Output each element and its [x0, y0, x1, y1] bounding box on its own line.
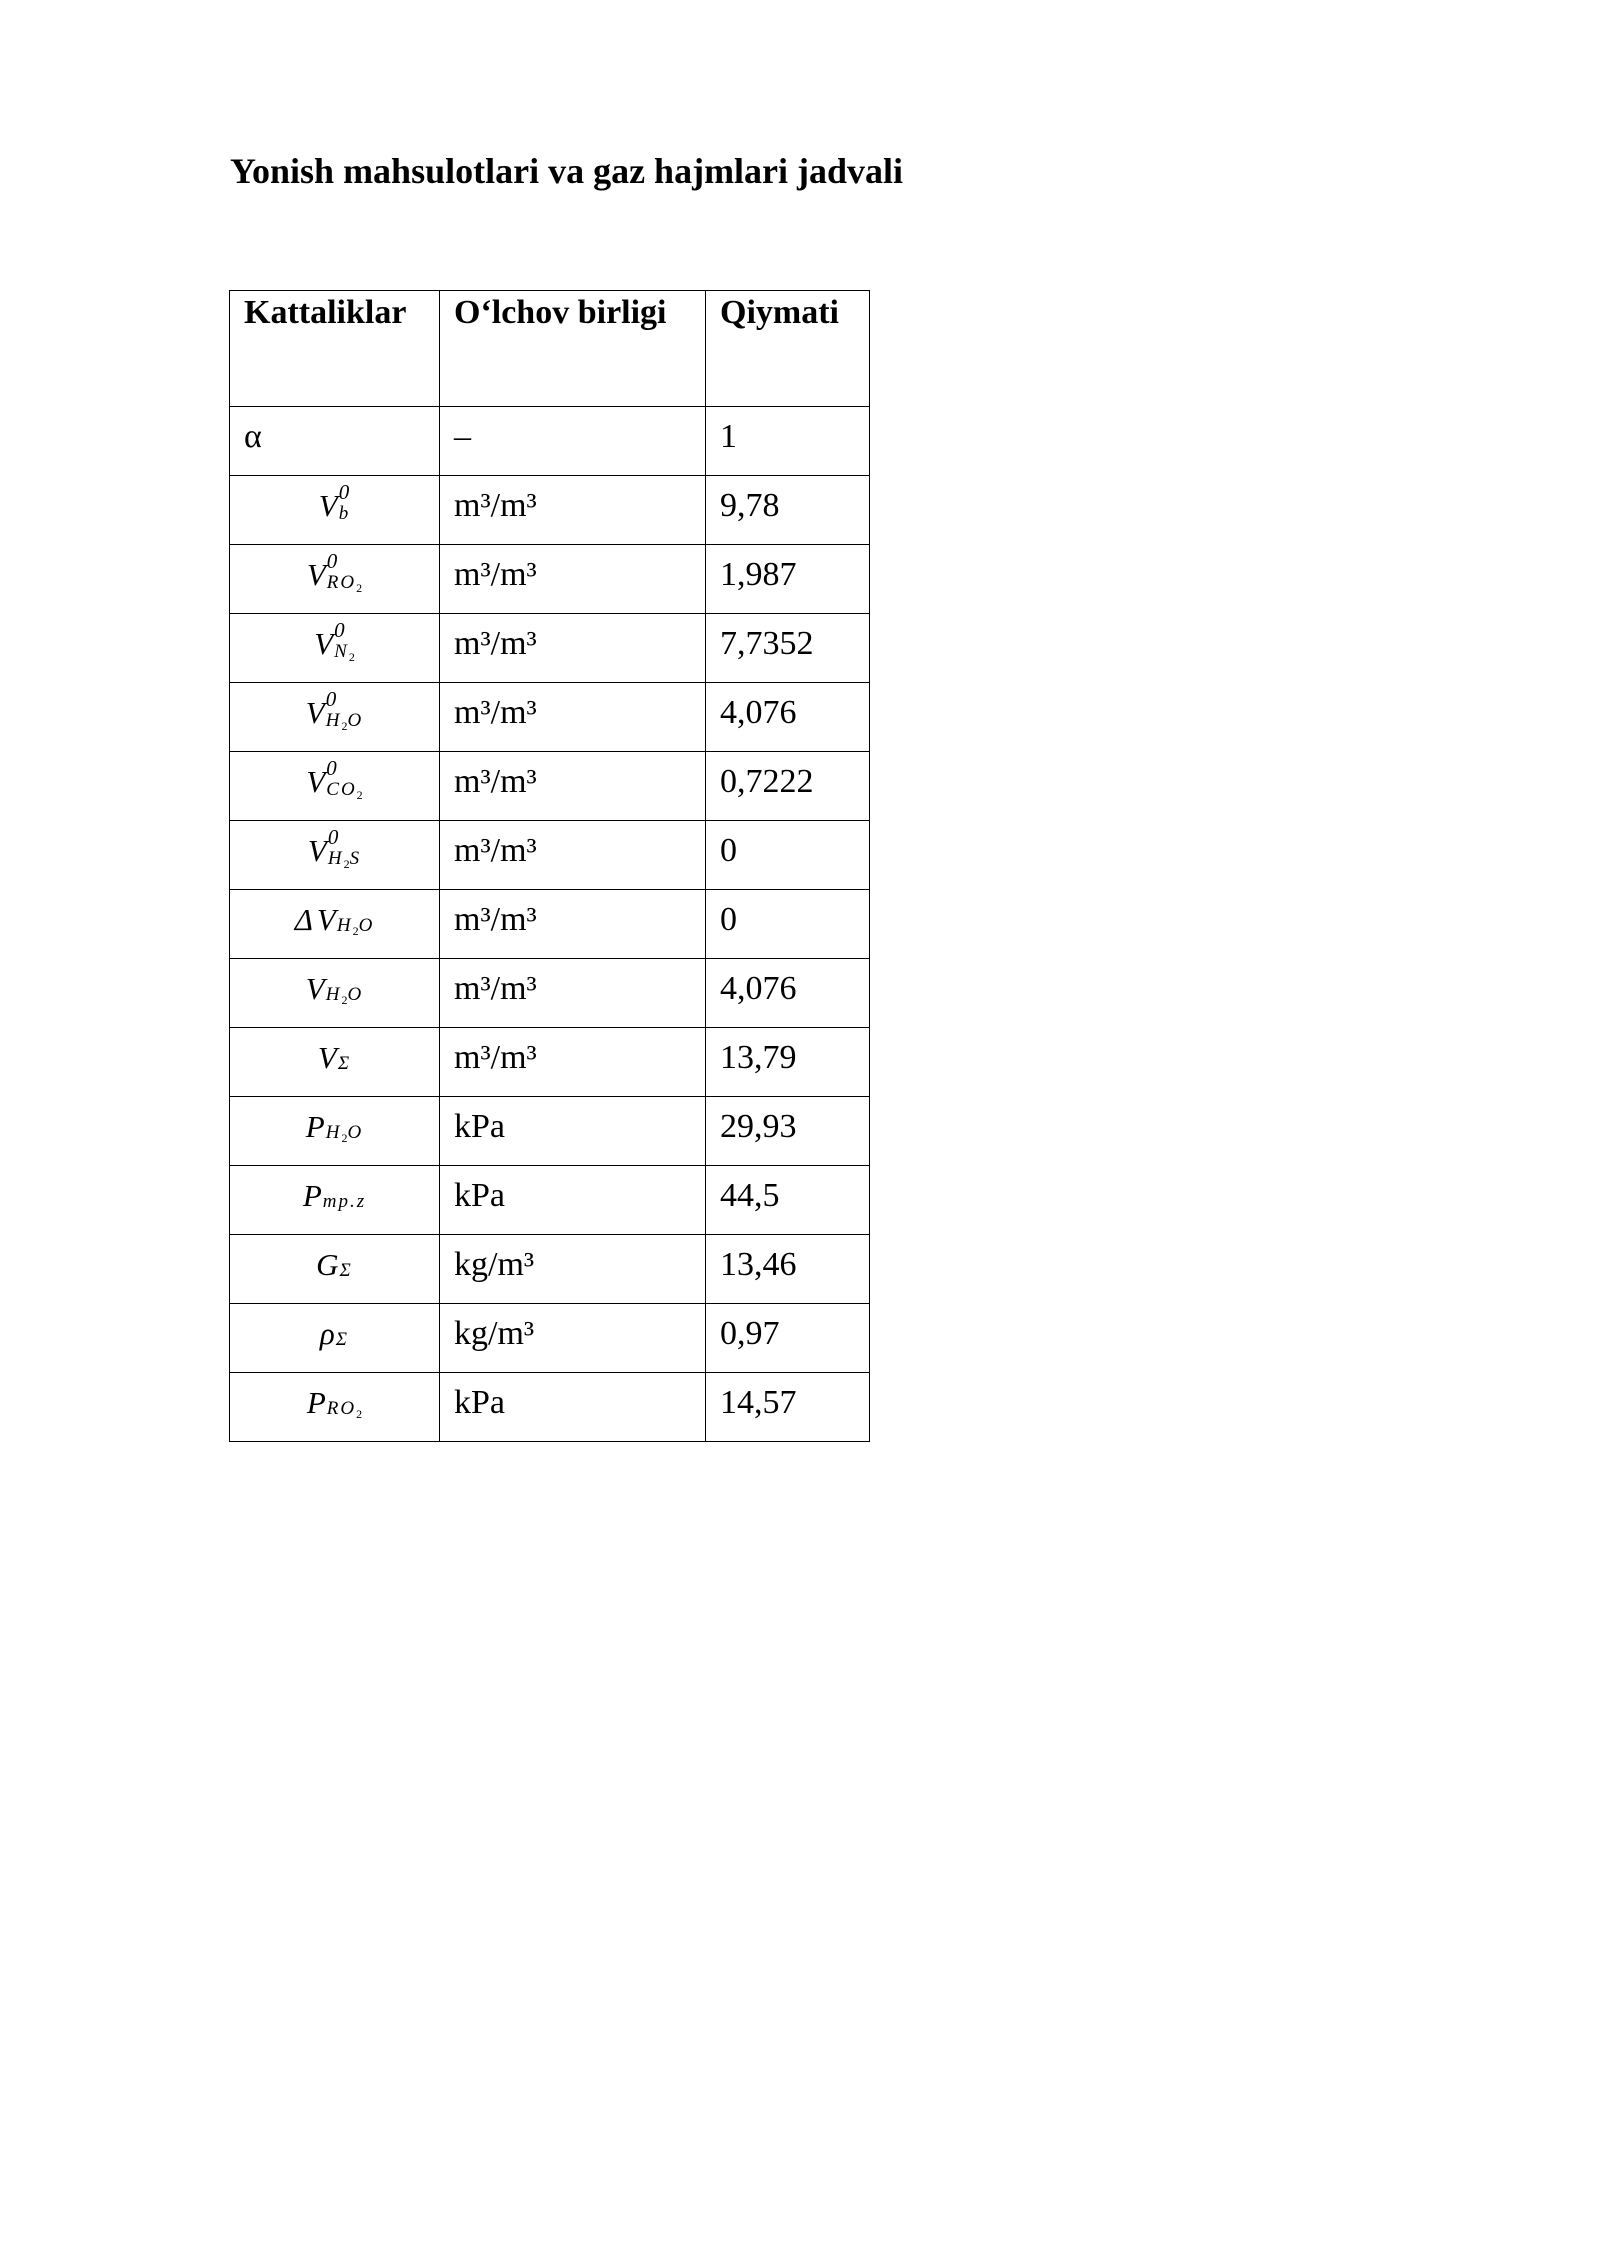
table-row: [230, 1304, 870, 1373]
symbol-cell: [230, 1373, 440, 1442]
symbol-scripts: [326, 965, 363, 1006]
subscript-text: H: [336, 915, 353, 936]
symbol-cell: [230, 1235, 440, 1304]
symbol-scripts: [338, 1034, 351, 1073]
subscript-text: H: [325, 710, 342, 731]
symbol-base: V: [306, 557, 326, 592]
table-row: [230, 476, 870, 545]
subscript-tail: O: [347, 710, 364, 731]
symbol-base: V: [317, 1040, 337, 1075]
unit-cell: m³/m³: [440, 683, 706, 752]
symbol-base: V: [316, 902, 336, 937]
unit-cell: m³/m³: [440, 752, 706, 821]
subscript-text: H: [327, 848, 344, 869]
value-cell: 0: [706, 821, 870, 890]
value-cell: 1: [706, 407, 870, 476]
unit-cell: m³/m³: [440, 545, 706, 614]
subscript-tail: O: [347, 984, 364, 1005]
table-row: [230, 959, 870, 1028]
symbol-cell: α: [230, 407, 440, 476]
symbol-superscript: 0: [326, 756, 337, 780]
subscript-index: 2: [341, 1131, 348, 1145]
symbol-scripts: [327, 551, 362, 594]
value-cell: 0: [706, 890, 870, 959]
symbol-subscript: [334, 642, 355, 663]
symbol-scripts: [340, 1241, 353, 1280]
math-symbol: [320, 1310, 349, 1349]
subscript-index: 2: [348, 650, 355, 664]
math-symbol: [303, 1172, 366, 1211]
subscript-tail: S: [349, 848, 362, 869]
symbol-scripts: [336, 1310, 349, 1349]
value-cell: 1,987: [706, 545, 870, 614]
unit-cell: kPa: [440, 1097, 706, 1166]
subscript-index: 2: [343, 857, 350, 871]
symbol-cell: [230, 959, 440, 1028]
data-table: [229, 290, 870, 1442]
symbol-subscript: [326, 780, 362, 801]
symbol-subscript: [336, 1330, 349, 1349]
value-cell: 4,076: [706, 959, 870, 1028]
subscript-index: 2: [341, 719, 348, 733]
value-cell: 0,97: [706, 1304, 870, 1373]
symbol-superscript: 0: [326, 549, 338, 573]
math-symbol: [306, 1103, 363, 1144]
math-symbol: [306, 965, 363, 1006]
subscript-index: 2: [356, 1407, 363, 1421]
value-cell: 29,93: [706, 1097, 870, 1166]
page-title: Yonish mahsulotlari va gaz hajmlari jadvali: [230, 151, 904, 191]
symbol-subscript: [328, 849, 361, 870]
value-cell: 13,46: [706, 1235, 870, 1304]
symbol-scripts: [327, 1379, 362, 1420]
value-cell: 7,7352: [706, 614, 870, 683]
subscript-tail: O: [347, 1122, 364, 1143]
value-cell: 4,076: [706, 683, 870, 752]
symbol-cell: [230, 1166, 440, 1235]
table-body: [230, 407, 870, 1442]
subscript-text: N: [334, 641, 349, 662]
math-symbol: [318, 1034, 351, 1073]
symbol-base: P: [306, 1385, 326, 1420]
unit-cell: kPa: [440, 1373, 706, 1442]
subscript-tail: O: [358, 915, 375, 936]
symbol-scripts: [339, 482, 351, 523]
table-header-row: [230, 291, 870, 407]
symbol-cell: [230, 1028, 440, 1097]
symbol-base: V: [305, 971, 325, 1006]
symbol-base: G: [316, 1247, 339, 1282]
symbol-subscript: [327, 573, 362, 594]
symbol-cell: [230, 752, 440, 821]
column-header-value: Qiymati: [706, 291, 870, 407]
table-row: [230, 1097, 870, 1166]
symbol-subscript: [339, 504, 351, 523]
symbol-scripts: [328, 827, 361, 870]
symbol-subscript: [337, 916, 374, 937]
table-row: [230, 1028, 870, 1097]
subscript-text: b: [338, 503, 351, 524]
subscript-text: RO: [326, 572, 357, 593]
symbol-scripts: [326, 1103, 363, 1144]
symbol-subscript: [338, 1054, 351, 1073]
symbol-superscript: 0: [338, 480, 350, 504]
column-header-unit: O‘lchov birligi: [440, 291, 706, 407]
math-symbol: [306, 758, 362, 801]
table-row: [230, 683, 870, 752]
symbol-base: V: [306, 764, 326, 799]
value-cell: 9,78: [706, 476, 870, 545]
symbol-scripts: [323, 1172, 366, 1211]
table-row: [230, 890, 870, 959]
subscript-index: 2: [352, 924, 359, 938]
symbol-subscript: [326, 711, 363, 732]
symbol-superscript: 0: [325, 687, 337, 711]
math-symbol: [295, 896, 375, 937]
subscript-text: H: [325, 1122, 342, 1143]
subscript-text: Σ: [335, 1329, 350, 1350]
symbol-scripts: [337, 896, 374, 937]
symbol-scripts: [326, 758, 362, 801]
symbol-subscript: [323, 1192, 366, 1211]
column-header-quantity: Kattaliklar: [230, 291, 440, 407]
symbol-base: V: [307, 833, 327, 868]
symbol-cell: [230, 545, 440, 614]
unit-cell: –: [440, 407, 706, 476]
table-row: [230, 1235, 870, 1304]
subscript-index: 2: [341, 993, 348, 1007]
subscript-index: 2: [356, 581, 363, 595]
unit-cell: m³/m³: [440, 614, 706, 683]
symbol-base: V: [314, 626, 334, 661]
subscript-text: CO: [326, 779, 357, 800]
unit-cell: kg/m³: [440, 1235, 706, 1304]
unit-cell: m³/m³: [440, 959, 706, 1028]
unit-cell: m³/m³: [440, 890, 706, 959]
math-symbol: [316, 1241, 353, 1280]
symbol-cell: [230, 614, 440, 683]
table-row: [230, 1373, 870, 1442]
subscript-index: 2: [356, 788, 363, 802]
math-symbol: [306, 689, 363, 732]
symbol-superscript: 0: [334, 618, 345, 642]
value-cell: 14,57: [706, 1373, 870, 1442]
math-symbol: [319, 482, 350, 523]
table-row: [230, 614, 870, 683]
symbol-cell: [230, 1304, 440, 1373]
symbol-scripts: [326, 689, 363, 732]
delta-prefix: Δ: [294, 902, 313, 937]
value-cell: 44,5: [706, 1166, 870, 1235]
symbol-cell: [230, 683, 440, 752]
symbol-base: V: [318, 488, 338, 523]
symbol-superscript: 0: [327, 825, 339, 849]
symbol-cell: [230, 890, 440, 959]
subscript-text: RO: [326, 1398, 357, 1419]
unit-cell: kPa: [440, 1166, 706, 1235]
symbol-cell: [230, 476, 440, 545]
value-cell: 13,79: [706, 1028, 870, 1097]
math-symbol: [314, 620, 355, 663]
symbol-scripts: [334, 620, 355, 663]
symbol-subscript: [326, 985, 363, 1006]
table-row: [230, 545, 870, 614]
table-row: [230, 752, 870, 821]
unit-cell: m³/m³: [440, 1028, 706, 1097]
symbol-cell: [230, 1097, 440, 1166]
value-cell: 0,7222: [706, 752, 870, 821]
symbol-subscript: [327, 1399, 362, 1420]
table-row: [230, 407, 870, 476]
symbol-cell: [230, 821, 440, 890]
table-row: [230, 1166, 870, 1235]
subscript-text: Σ: [337, 1053, 352, 1074]
symbol-base: P: [305, 1109, 325, 1144]
subscript-text: mp.z: [322, 1191, 367, 1212]
table-row: [230, 821, 870, 890]
unit-cell: kg/m³: [440, 1304, 706, 1373]
symbol-base: ρ: [319, 1316, 335, 1351]
subscript-text: Σ: [339, 1260, 353, 1281]
math-symbol: [307, 551, 362, 594]
subscript-text: H: [325, 984, 342, 1005]
symbol-subscript: [326, 1123, 363, 1144]
math-symbol: [308, 827, 361, 870]
math-symbol: [307, 1379, 362, 1420]
symbol-base: V: [305, 695, 325, 730]
unit-cell: m³/m³: [440, 476, 706, 545]
unit-cell: m³/m³: [440, 821, 706, 890]
symbol-subscript: [340, 1261, 353, 1280]
symbol-base: P: [302, 1178, 322, 1213]
